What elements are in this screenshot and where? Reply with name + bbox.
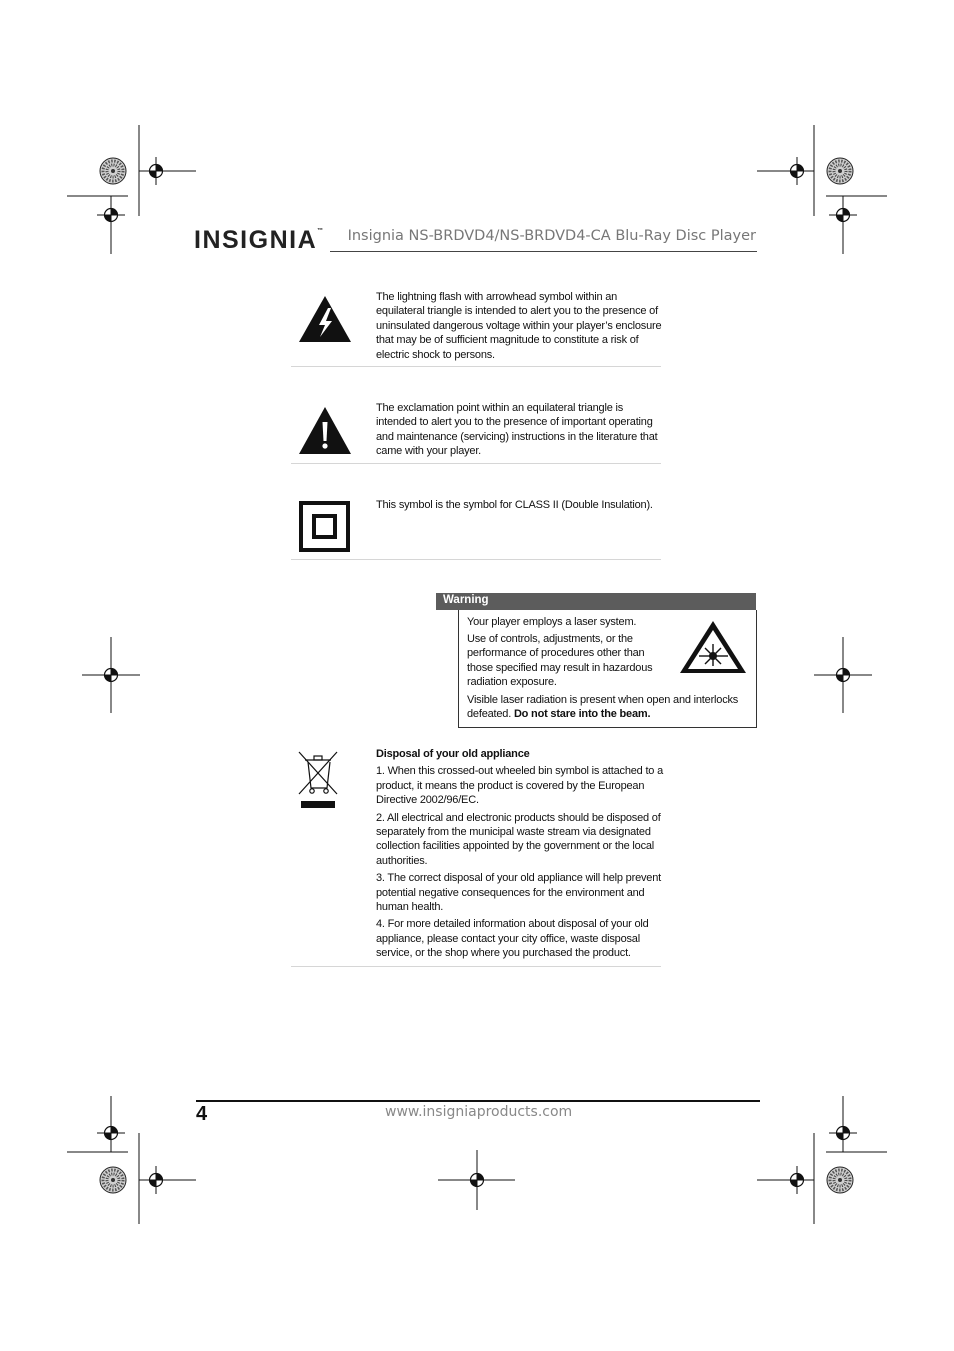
warning-text-3: [467, 693, 747, 722]
symbol-row-lightning: [291, 288, 661, 367]
disposal-item: 3. The correct disposal of your old appliance will help prevent potential negative consequences for the environment and human health.: [376, 872, 661, 914]
warning-heading: Warning: [443, 594, 489, 606]
laser-hazard-icon: [677, 618, 749, 676]
disposal-title: Disposal of your old appliance: [376, 748, 530, 760]
footer-divider: [196, 1100, 760, 1102]
warning-text-2: Use of controls, adjustments, or the performance of procedures other than those specified may result in hazardous radiation exposure.: [467, 633, 653, 689]
crossed-bin-icon: [297, 750, 341, 812]
page-title: Insignia NS-BRDVD4/NS-BRDVD4-CA Blu-Ray Disc Player: [347, 228, 756, 244]
disposal-content: [376, 747, 666, 964]
symbol-row-exclamation: [291, 400, 661, 464]
disposal-item: 2. All electrical and electronic products should be disposed of separately from the municipal waste stream via designated collection facilities appointed by the government or the local authorities.: [376, 811, 661, 867]
disposal-item: 1. When this crossed-out wheeled bin symbol is attached to a product, it means the product is covered by the European Directive 2002/96/EC.: [376, 765, 663, 807]
symbol-description: The lightning flash with arrowhead symbol within an equilateral triangle is intended to alert you to the presence of uninsulated dangerous voltage within your player’s enclosure that may be of sufficient magnitude to constitute a risk of electric shock to persons.: [376, 291, 662, 361]
warning-text-1: Your player employs a laser system.: [467, 616, 637, 628]
double-insulation-icon: [299, 501, 351, 553]
warning-body: [458, 610, 757, 728]
header-divider: [330, 251, 757, 252]
warning-text-3-bold: Do not stare into the beam.: [513, 708, 651, 721]
symbol-row-class-ii: [291, 496, 661, 560]
disposal-section: [291, 745, 661, 967]
brand-logo: [194, 226, 323, 255]
logo-trademark: ™: [317, 228, 324, 234]
symbol-description: This symbol is the symbol for CLASS II (Double Insulation).: [376, 499, 653, 511]
warning-text-3-start: Visible laser radiation is present when open and interlocks defeated.: [467, 694, 739, 721]
disposal-item: 4. For more detailed information about disposal of your old appliance, please contact your city office, waste disposal service, or the shop where you purchased the product.: [376, 918, 649, 960]
footer-url: www.insigniaproducts.com: [385, 1104, 573, 1120]
page-number: 4: [196, 1103, 208, 1125]
exclamation-triangle-icon: [297, 405, 353, 457]
warning-box: [436, 593, 756, 728]
symbol-description: The exclamation point within an equilateral triangle is intended to alert you to the presence of important operating and maintenance (servicing) instructions in the literature that came with your player.: [376, 402, 658, 458]
lightning-triangle-icon: [297, 294, 353, 344]
warning-header: [436, 593, 756, 610]
logo-text: INSIGNIA: [194, 226, 318, 254]
